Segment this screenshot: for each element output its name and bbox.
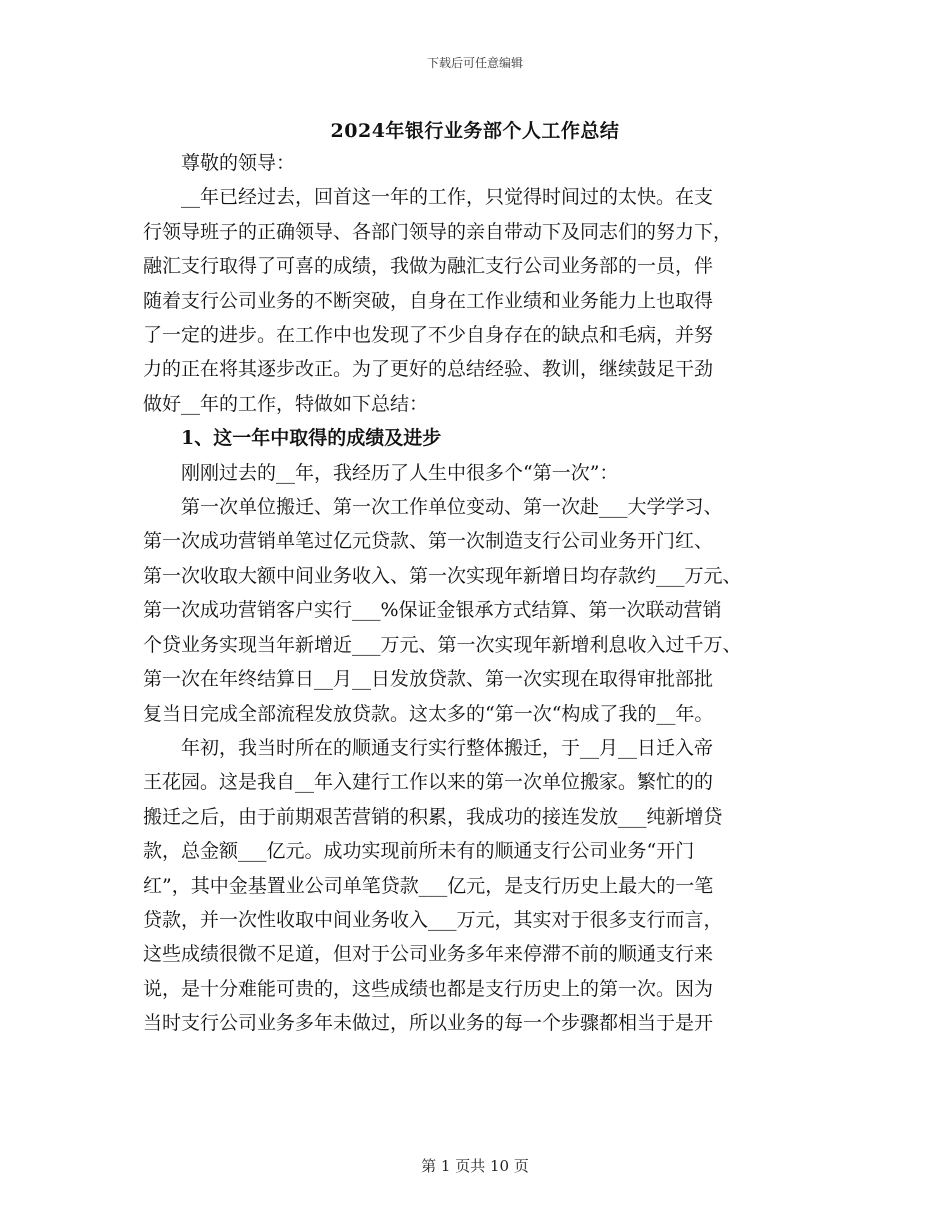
paragraph-line: 王花园。这是我自__年入建行工作以来的第一次单位搬家。繁忙的的: [143, 771, 714, 794]
paragraph-line: 说，是十分难能可贵的，这些成绩也都是支行历史上的第一次。因为: [143, 977, 714, 1000]
paragraph-line: 当时支行公司业务多年未做过，所以业务的每一个步骤都相当于是开: [143, 1012, 714, 1035]
paragraph-line: 力的正在将其逐步改正。为了更好的总结经验、教训，继续鼓足干劲: [143, 358, 714, 381]
document-title: 2024年银行业务部个人工作总结: [330, 120, 620, 142]
paragraph-line: 个贷业务实现当年新增近___万元、第一次实现年新增利息收入过千万、: [143, 633, 742, 656]
paragraph-2: 刚刚过去的__年，我经历了人生中很多个“第一次”：: [181, 461, 619, 484]
page-footer: 第 1 页共 10 页: [421, 1157, 529, 1175]
paragraph-line: 款，总金额___亿元。成功实现前所未有的顺通支行公司业务“开门: [143, 840, 695, 863]
paragraph-line: 第一次成功营销客户实行___%保证金银承方式结算、第一次联动营销: [143, 599, 722, 622]
paragraph-4: [143, 731, 815, 1041]
paragraph-line: 做好__年的工作，特做如下总结：: [143, 392, 429, 415]
paragraph-line: 第一次在年终结算日__月__日发放贷款、第一次实现在取得审批部批: [143, 668, 714, 691]
section-heading: 1、这一年中取得的成绩及进步: [181, 427, 442, 450]
paragraph-3: [143, 490, 815, 731]
paragraph-line: 第一次收取大额中间业务收入、第一次实现年新增日均存款约___万元、: [143, 564, 742, 587]
paragraph-line: 贷款，并一次性收取中间业务收入___万元，其实对于很多支行而言，: [143, 908, 723, 931]
paragraph-line: 这些成绩很微不足道，但对于公司业务多年来停滞不前的顺通支行来: [143, 943, 714, 966]
paragraph-line: 红”，其中金基置业公司单笔贷款___亿元，是支行历史上最大的一笔: [143, 874, 714, 897]
paragraph-1: [143, 180, 815, 421]
paragraph-line: 第一次成功营销单笔过亿元贷款、第一次制造支行公司业务开门红、: [143, 530, 714, 553]
salutation: 尊敬的领导：: [181, 152, 296, 174]
paragraph-line: 复当日完成全部流程发放贷款。这太多的“第一次“构成了我的__年。: [143, 702, 714, 725]
paragraph-line: 年初，我当时所在的顺通支行实行整体搬迁，于__月__日迁入帝: [181, 736, 714, 759]
paragraph-line: __年已经过去，回首这一年的工作，只觉得时间过的太快。在支: [181, 186, 714, 209]
document-body: [143, 146, 815, 1041]
header-note: 下载后可任意编辑: [426, 56, 523, 70]
paragraph-line: 第一次单位搬迁、第一次工作单位变动、第一次赴___大学学习、: [181, 496, 723, 519]
paragraph-line: 搬迁之后，由于前期艰苦营销的积累，我成功的接连发放___纯新增贷: [143, 805, 723, 828]
paragraph-line: 了一定的进步。在工作中也发现了不少自身存在的缺点和毛病，并努: [143, 324, 714, 347]
paragraph-line: 融汇支行取得了可喜的成绩，我做为融汇支行公司业务部的一员，伴: [143, 255, 714, 278]
paragraph-line: 行领导班子的正确领导、各部门领导的亲自带动下及同志们的努力下，: [143, 220, 733, 243]
paragraph-line: 随着支行公司业务的不断突破，自身在工作业绩和业务能力上也取得: [143, 289, 714, 312]
